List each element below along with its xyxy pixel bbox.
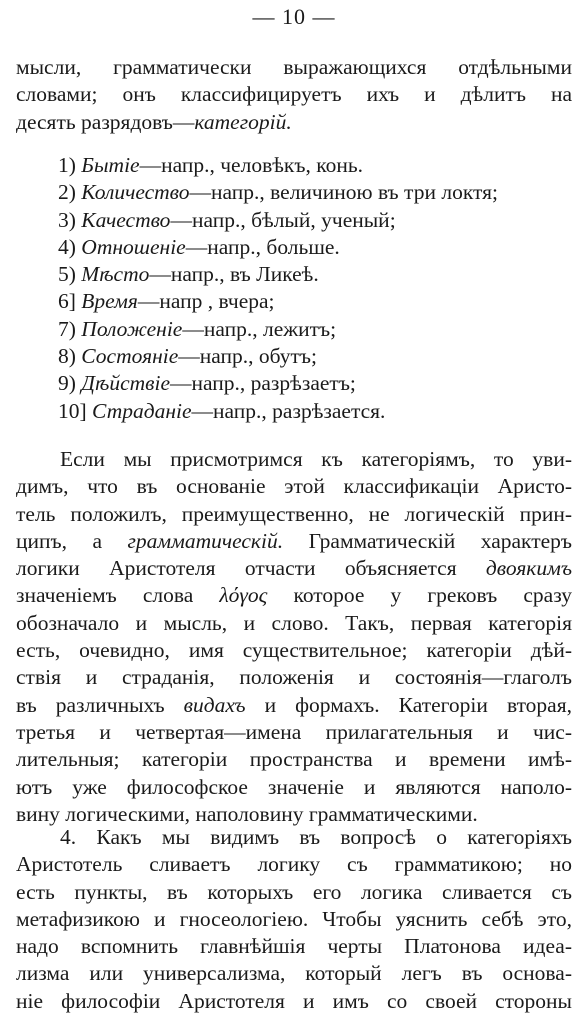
text-line: мысли, грамматически выражающихся отдѣльными — [16, 55, 572, 79]
category-number: 2) — [58, 180, 76, 205]
category-item — [58, 370, 498, 397]
category-number: 6] — [58, 289, 76, 314]
category-example: —напр., величиною въ три локтя; — [189, 180, 498, 205]
category-number: 3) — [58, 207, 76, 232]
italic-term: двоякимъ — [485, 556, 572, 581]
italic-term: λόγος — [219, 583, 268, 608]
text-line — [16, 528, 572, 555]
category-example: —напр., въ Ликеѣ. — [149, 262, 319, 287]
category-term: Страданіе — [92, 398, 192, 423]
category-term: Время — [81, 289, 138, 314]
category-item — [58, 207, 498, 234]
category-example: —напр., разрѣзается. — [191, 398, 386, 423]
text-line: метафизикою и гносеологіею. Чтобы уяснить себѣ это, — [16, 906, 572, 931]
text-line: димъ, что въ основаніе этой классификаціи Аристо- — [16, 474, 572, 499]
category-item — [58, 316, 498, 343]
category-item — [58, 179, 498, 206]
categories-list — [58, 152, 498, 425]
italic-term: грамматическій. — [127, 528, 284, 553]
text-fragment: которое у грековъ сразу — [267, 583, 572, 608]
category-item — [58, 398, 498, 425]
category-item — [58, 343, 498, 370]
text-line: обозначало и мысль, и слово. Такъ, первая категорія — [16, 610, 572, 635]
intro-paragraph — [16, 54, 572, 136]
text-fragment: логики Аристотеля отчасти объясняется — [16, 556, 486, 581]
italic-term: категорій. — [194, 109, 292, 134]
category-example: —напр , вчера; — [137, 289, 275, 314]
category-item — [58, 234, 498, 261]
paragraph-categories-analysis — [16, 446, 572, 828]
text-line — [16, 692, 572, 719]
category-number: 8) — [58, 344, 76, 369]
category-number: 4) — [58, 234, 76, 259]
paragraph-section-4 — [16, 824, 572, 1015]
category-number: 5) — [58, 262, 76, 287]
category-term: Мѣсто — [81, 262, 150, 287]
category-example: —напр., обутъ; — [178, 344, 318, 369]
category-term: Бытіе — [81, 153, 140, 177]
text-line: есть, очевидно, имя существительное; категоріи дѣй- — [16, 638, 572, 663]
text-line: вину логическими, наполовину грамматическими. — [16, 801, 478, 826]
category-term: Качество — [81, 207, 171, 232]
category-term: Количество — [81, 180, 190, 205]
text-line: третья и четвертая—имена прилагательныя и чис- — [16, 719, 572, 744]
text-line: лительныя; категоріи пространства и времени имѣ- — [16, 747, 572, 772]
category-term: Дѣйствіе — [81, 371, 170, 396]
text-fragment: въ различныхъ — [16, 692, 184, 717]
text-fragment: и формахъ. Категоріи вторая, — [245, 692, 572, 717]
text-line: Если мы присмотримся къ категоріямъ, то уви- — [60, 447, 572, 471]
text-fragment: Грамматическій характеръ — [283, 528, 572, 553]
text-line: ютъ уже философское значеніе и являются наполо- — [16, 774, 572, 799]
category-term: Отношеніе — [81, 234, 186, 259]
category-item — [58, 288, 498, 315]
category-number: 1) — [58, 153, 76, 177]
category-example: —напр., человѣкъ, конь. — [139, 153, 364, 177]
text-line: есть пункты, въ которыхъ его логика сливается съ — [16, 879, 572, 904]
category-term: Положеніе — [81, 316, 183, 341]
category-example: —напр., разрѣзаетъ; — [169, 371, 356, 396]
category-item — [58, 152, 498, 179]
italic-term: видахъ — [183, 692, 246, 717]
category-number: 10] — [58, 398, 87, 423]
text-line: тель положилъ, преимущественно, не логическій прин- — [16, 501, 572, 526]
text-line: ніе философіи Аристотеля и имъ со своей стороны — [16, 988, 572, 1013]
text-line — [16, 109, 572, 136]
text-line: лизма или универсализма, который легъ въ основа- — [16, 961, 572, 986]
category-example: —напр., больше. — [185, 234, 340, 259]
text-line: 4. Какъ мы видимъ въ вопросѣ о категоріяхъ — [60, 825, 572, 849]
text-line — [16, 582, 572, 609]
text-fragment: ципъ, а — [16, 528, 128, 553]
category-item — [58, 261, 498, 288]
text-line: словами; онъ классифицируетъ ихъ и дѣлитъ на — [16, 82, 572, 107]
page-number: — 10 — — [252, 4, 336, 29]
category-number: 7) — [58, 316, 76, 341]
text-line: надо вспомнить главнѣйшія черты Платонова идеа- — [16, 934, 572, 959]
text-line: ствія и страданія, положенія и состоянія—глаголъ — [16, 665, 572, 690]
category-example: —напр., бѣлый, ученый; — [170, 207, 396, 232]
category-example: —напр., лежитъ; — [182, 316, 337, 341]
category-term: Состояніе — [81, 344, 179, 369]
text-fragment: десять разрядовъ— — [16, 109, 195, 134]
category-number: 9) — [58, 371, 76, 396]
text-line: Аристотель сливаетъ логику съ грамматикою; но — [16, 852, 572, 877]
text-line — [16, 555, 572, 582]
text-fragment: значеніемъ слова — [16, 583, 220, 608]
